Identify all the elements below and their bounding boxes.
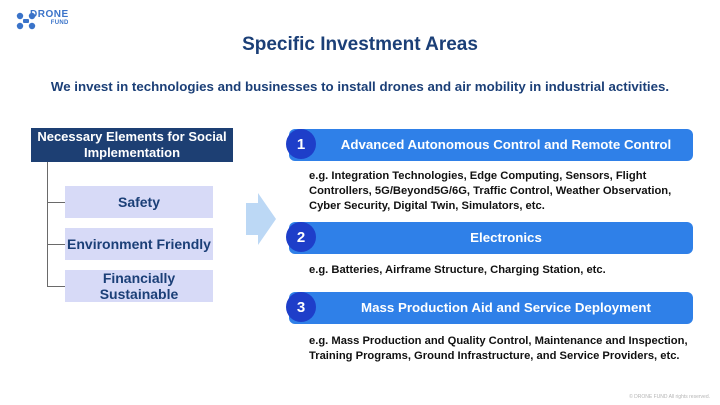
- area-description-3: e.g. Mass Production and Quality Control, Maintenance and Inspection, Training Programs, Ground Infrastructure, and Service Providers, etc.: [309, 335, 688, 362]
- element-financially-sustainable: Financially Sustainable: [65, 270, 213, 302]
- tree-branch-environment: [47, 244, 65, 245]
- tree-branch-safety: [47, 202, 65, 203]
- element-environment-friendly: Environment Friendly: [65, 228, 213, 260]
- area-pill-2: [289, 222, 693, 254]
- page-title: Specific Investment Areas: [242, 34, 478, 55]
- right-arrow: [246, 193, 276, 245]
- tree-branch-financial: [47, 286, 65, 287]
- page-subtitle: We invest in technologies and businesses to install drones and air mobility in industrial activities.: [50, 79, 670, 94]
- tree-vertical-line: [47, 162, 48, 287]
- area-description-2: e.g. Batteries, Airframe Structure, Charging Station, etc.: [309, 264, 606, 276]
- area-label-1: Advanced Autonomous Control and Remote Control: [340, 137, 672, 152]
- area-description-1: e.g. Integration Technologies, Edge Computing, Sensors, Flight Controllers, 5G/Beyond5G/6G, Traffic Control, Weather Observation, Cyber Security, Digital Twin, Simulators, etc.: [309, 170, 672, 212]
- area-number-1: 1: [286, 129, 316, 159]
- area-label-3: Mass Production Aid and Service Deployment: [361, 300, 651, 315]
- area-pill-3: [289, 292, 693, 324]
- logo-text: [30, 10, 69, 28]
- logo-line2: FUND: [50, 20, 69, 26]
- copyright-footer: © DRONE FUND All rights reserved.: [629, 394, 710, 400]
- element-safety: Safety: [65, 186, 213, 218]
- area-number-3: 3: [286, 292, 316, 322]
- logo-line1: DRONE: [30, 9, 69, 20]
- area-pill-1: [289, 129, 693, 161]
- area-number-2: 2: [286, 222, 316, 252]
- area-label-2: Electronics: [470, 230, 542, 245]
- necessary-elements-header: Necessary Elements for Social Implementation: [31, 128, 233, 162]
